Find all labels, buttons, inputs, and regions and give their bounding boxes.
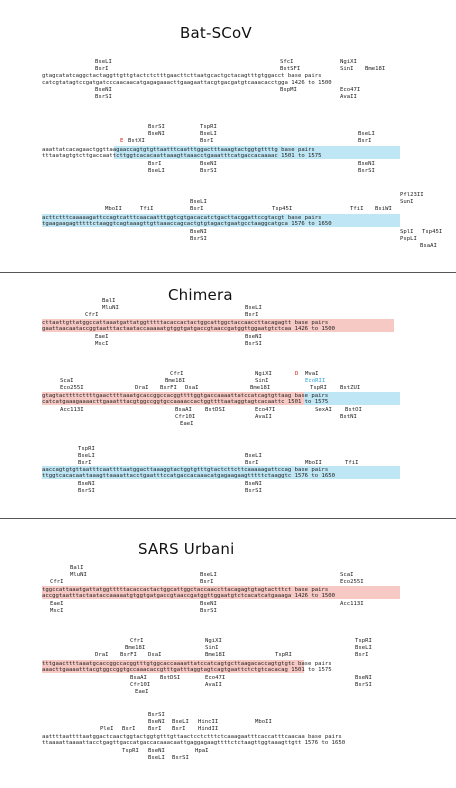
enzyme-label: BseNI [78, 481, 95, 487]
enzyme-label: BsrI [95, 66, 109, 72]
enzyme-label: PleI [100, 726, 114, 732]
sequence-line: tgaagaagagtttttctaaggtcagtaaagttgttaaaccagcactgtgtagactgaatgcctaaggcatgca 1576 to 1650 [42, 221, 332, 227]
sequence-line: gtagtacttttcttttgaacttttaaatgcaccggccacggttttggtgaccaaaattatccatcagtgttaag base pairs [42, 393, 329, 399]
enzyme-label: BseLI [148, 168, 165, 174]
enzyme-label: SunI [400, 199, 414, 205]
enzyme-label: Acc113I [340, 601, 364, 607]
enzyme-label: BsrI [148, 161, 162, 167]
enzyme-label: MboII [105, 206, 122, 212]
enzyme-label: BsrSI [245, 341, 262, 347]
enzyme-label: MboII [305, 460, 322, 466]
enzyme-label-highlighted: D [295, 371, 299, 377]
enzyme-label: BsrI [200, 138, 214, 144]
enzyme-label: CfrI [85, 312, 99, 318]
enzyme-label: BstOI [345, 407, 362, 413]
enzyme-label: HindII [198, 726, 219, 732]
sequence-line: aaacttgaaaatttacgtggccggtgccaaacaccgtttgatttaggtagtcagtgaattctctgtcacacag 1501 to 1575 [42, 667, 332, 673]
enzyme-label: BsrSI [78, 488, 95, 494]
enzyme-label: BseLI [355, 645, 372, 651]
enzyme-label: BsrI [245, 312, 259, 318]
enzyme-label: ScaI [60, 378, 74, 384]
enzyme-label: TfiI [345, 460, 359, 466]
enzyme-label: MluNI [102, 305, 119, 311]
panel-separator [0, 272, 456, 273]
enzyme-label: NgiXI [205, 638, 222, 644]
enzyme-label: BsrSI [190, 236, 207, 242]
enzyme-label: BsrFI [120, 652, 137, 658]
enzyme-label: Bme18I [205, 652, 226, 658]
enzyme-label: CfrI [170, 371, 184, 377]
enzyme-label: MvaI [305, 371, 319, 377]
enzyme-label: BsrI [172, 726, 186, 732]
enzyme-label: TfiI [140, 206, 154, 212]
enzyme-label: BstNI [340, 414, 357, 420]
enzyme-label: TspRI [355, 638, 372, 644]
sequence-line: catcgtatagtccgatgatcccaacaacatgagagaaacttgaagaattacgtgacgatgtcaaacacctgga 1426 to 1500 [42, 80, 332, 86]
enzyme-label: BstXI [128, 138, 145, 144]
enzyme-label: BstDSI [160, 675, 181, 681]
panel-title-bat: Bat-SCoV [180, 24, 252, 42]
enzyme-label: BsrI [148, 726, 162, 732]
enzyme-label: BsrI [122, 726, 136, 732]
enzyme-label: BsrSI [355, 682, 372, 688]
enzyme-label: DsaI [185, 385, 199, 391]
enzyme-label: MscI [95, 341, 109, 347]
enzyme-label: BseNI [245, 481, 262, 487]
sequence-line: aaccagtgtgttaatttcaattttaatggacttaaaggtactggtgtttgtactcttcttcaaaaagattccag base pairs [42, 467, 329, 473]
enzyme-label: BseLI [200, 572, 217, 578]
enzyme-label: BseNI [190, 229, 207, 235]
enzyme-label-highlighted: E [120, 138, 124, 144]
enzyme-label: BseNI [148, 748, 165, 754]
enzyme-label: Eco255I [60, 385, 84, 391]
enzyme-label: BsrI [245, 460, 259, 466]
panel-title-sars: SARS Urbani [138, 540, 235, 558]
enzyme-label: BsrFI [160, 385, 177, 391]
enzyme-label: BsrSI [172, 755, 189, 761]
enzyme-label: Eco47I [255, 407, 276, 413]
enzyme-label: BsrI [200, 579, 214, 585]
enzyme-label: Bme18I [250, 385, 271, 391]
enzyme-label-highlighted: EcoRII [305, 378, 326, 384]
enzyme-label: DraI [135, 385, 149, 391]
enzyme-label: EaeI [50, 601, 64, 607]
enzyme-label: BsrSI [358, 168, 375, 174]
enzyme-label: Bme18I [165, 378, 186, 384]
enzyme-label: SinI [340, 66, 354, 72]
enzyme-label: BseLI [78, 453, 95, 459]
enzyme-label: BsrI [190, 206, 204, 212]
enzyme-label: BstDSI [205, 407, 226, 413]
enzyme-label: BsrSI [95, 94, 112, 100]
sequence-line: tggccattaaatgattatggtttttacaccactactggcattggctaccaaccttacagagtgtagtactttct base pairs [42, 587, 329, 593]
enzyme-label: Eco47I [205, 675, 226, 681]
enzyme-label: BsaAI [175, 407, 192, 413]
enzyme-label: SinI [255, 378, 269, 384]
enzyme-label: SfcI [280, 59, 294, 65]
enzyme-label: HincII [198, 719, 219, 725]
enzyme-label: PspLI [400, 236, 417, 242]
enzyme-label: SexAI [315, 407, 332, 413]
sequence-line: aattttaattttaatggactcaactggtactggtgtttgttaactcctctttctcaaagaatttcaccatttcaacaa base pairs [42, 734, 342, 740]
enzyme-label: TfiI [350, 206, 364, 212]
enzyme-label: Pfl23II [400, 192, 424, 198]
enzyme-label: ScaI [340, 572, 354, 578]
enzyme-label: BsrI [78, 460, 92, 466]
sequence-line: acttctttcaaaaagattccagtcatttcaacaatttggtcgtgacacatctgacttacggattccgtacgt base pairs [42, 215, 322, 221]
enzyme-label: EaeI [135, 689, 149, 695]
sequence-line: gtagcatatcaggctactaggttgttgtactctctttgaacttcttaatgcactgctacagtttgtggacct base pairs [42, 73, 322, 79]
enzyme-label: SplI [400, 229, 414, 235]
enzyme-label: SinI [205, 645, 219, 651]
enzyme-label: AvaII [205, 682, 222, 688]
enzyme-label: BseNI [200, 601, 217, 607]
enzyme-label: BseNI [358, 161, 375, 167]
enzyme-label: BseNI [245, 334, 262, 340]
enzyme-label: BsrSI [148, 124, 165, 130]
panel-separator [0, 518, 456, 519]
enzyme-label: BsrSI [245, 488, 262, 494]
enzyme-label: Eco47I [340, 87, 361, 93]
enzyme-label: NgiXI [255, 371, 272, 377]
enzyme-label: MluNI [70, 572, 87, 578]
enzyme-label: MboII [255, 719, 272, 725]
sequence-line: gaattaacaataccggtaatttactaataccaaaaatgtggtgatgaccgtaaccgatggttggaatgtctcaa 1426 to 1500 [42, 326, 335, 332]
enzyme-label: BseNI [148, 131, 165, 137]
sequence-line: ttggtcacacaattaaagttaaaattacctgaatttccatgaccacaaacatgagaagaagtttttctaaggtc 1576 to 1650 [42, 473, 335, 479]
enzyme-label: BseLI [358, 131, 375, 137]
enzyme-label: CfrI [50, 579, 64, 585]
enzyme-label: BseLI [245, 453, 262, 459]
enzyme-label: EaeI [95, 334, 109, 340]
enzyme-label: BsiWI [375, 206, 392, 212]
enzyme-label: BseLI [200, 131, 217, 137]
enzyme-label: NgiXI [340, 59, 357, 65]
enzyme-label: BseNI [355, 675, 372, 681]
enzyme-label: BstSFI [280, 66, 301, 72]
sequence-line: cttaattgttatggccattaaatgattatggtttttacaccactactggcattggctaccaaccttacagagtt base pairs [42, 320, 329, 326]
enzyme-label: MscI [50, 608, 64, 614]
enzyme-label: Tsp45I [422, 229, 443, 235]
enzyme-label: TspRI [200, 124, 217, 130]
enzyme-label: AvaII [255, 414, 272, 420]
enzyme-label: BsrSI [200, 168, 217, 174]
enzyme-label: BsaAI [420, 243, 437, 249]
sequence-line: ttaaaattaaaattacctgagttgaccatgaccacaaacaattgaggagaagttttctctaagttggtaaagttgtt 1576 to 1650 [42, 740, 346, 746]
enzyme-label: BsaAI [130, 675, 147, 681]
sequence-line: aaattatcacagaactggttaagaaccagtgtgttaatttcaatttggactttaaagtactggtgttttg base pairs [42, 147, 315, 153]
enzyme-label: Acc113I [60, 407, 84, 413]
enzyme-label: HpaI [195, 748, 209, 754]
enzyme-label: BalI [102, 298, 116, 304]
enzyme-label: BseNI [95, 87, 112, 93]
enzyme-label: TspRI [310, 385, 327, 391]
enzyme-label: TspRI [78, 446, 95, 452]
enzyme-label: TspRI [275, 652, 292, 658]
sequence-line: tttgaacttttaaatgcaccggccacggtttgtggcaccaaaattatccatcagtgcttaagacaccagtgtgtc base pairs [42, 661, 332, 667]
enzyme-label: BspMI [280, 87, 297, 93]
enzyme-label: EaeI [180, 421, 194, 427]
enzyme-label: BseLI [172, 719, 189, 725]
enzyme-label: BsrSI [200, 608, 217, 614]
enzyme-label: Cfr10I [130, 682, 151, 688]
enzyme-label: Cfr10I [175, 414, 196, 420]
enzyme-label: BseLI [245, 305, 262, 311]
enzyme-label: BalI [70, 565, 84, 571]
enzyme-label: BseLI [95, 59, 112, 65]
enzyme-label: DsaI [148, 652, 162, 658]
enzyme-label: TspRI [122, 748, 139, 754]
enzyme-label: Tsp45I [272, 206, 293, 212]
enzyme-label: AvaII [340, 94, 357, 100]
enzyme-label: BsrI [355, 652, 369, 658]
enzyme-label: DraI [95, 652, 109, 658]
enzyme-label: BseNI [148, 719, 165, 725]
sequence-line: tttaatagtgtcttgaccaattcttggtcacacaattaaagttaaacctgaaatttcatgaccacaaaac 1501 to 1575 [42, 153, 322, 159]
sequence-line: catcatgaaagaaaacttgaaatttacgtggccggtgccaaaaccactggttttaataggtagtcacaattc 1501 to 1575 [42, 399, 329, 405]
sequence-line: accggtaatttactaataccaaaaatgtggtgatgaccgtaaccgatggttggaatgtctcacatcatgaaaga 1426 to 1500 [42, 593, 335, 599]
enzyme-label: BsrSI [148, 712, 165, 718]
enzyme-label: BsrI [358, 138, 372, 144]
enzyme-label: BseLI [190, 199, 207, 205]
enzyme-label: Eco255I [340, 579, 364, 585]
enzyme-label: Bme18I [125, 645, 146, 651]
enzyme-label: BstZUI [340, 385, 361, 391]
enzyme-label: CfrI [130, 638, 144, 644]
enzyme-label: Bme18I [365, 66, 386, 72]
panel-title-chimera: Chimera [168, 286, 233, 304]
enzyme-label: BseLI [148, 755, 165, 761]
enzyme-label: BseNI [200, 161, 217, 167]
